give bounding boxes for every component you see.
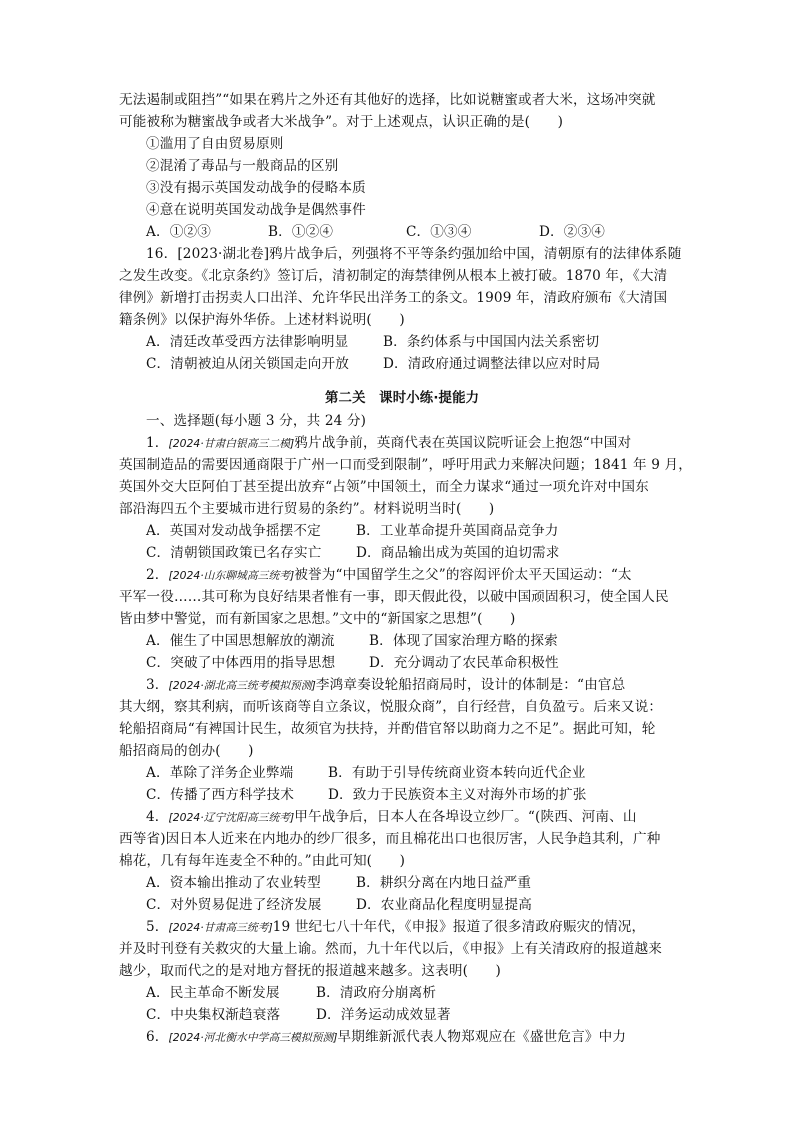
text-line: 律例》新增打击拐卖人口出洋、允许华民出洋务工的条文。1909 年，清政府颁布《大清国	[119, 290, 668, 306]
question-source: [2024·河北衡水中学高三模拟预测]	[168, 1031, 338, 1044]
question-number: 4．	[146, 809, 169, 825]
answer-option-b: B．①②④	[268, 224, 334, 240]
question-number: 16．	[146, 246, 178, 262]
text-line: 皆由梦中警觉，而有新国家之思想。”文中的“新国家之思想”( )	[119, 611, 516, 627]
text-line: 西等省)因日本人近来在内地办的纱厂很多，而且棉花出口也很厉害，人民争趋其利，广种	[119, 831, 661, 847]
text-line: 轮船招商局“有裨国计民生，故须官为扶持，并酌借官帑以助商力之不足”。据此可知，轮	[119, 721, 656, 737]
question-text: 李鸿章奏设轮船招商局时，设计的体制是：“由官总	[315, 677, 626, 693]
answer-option-c: C．清朝被迫从闭关锁国走向开放	[146, 356, 349, 372]
question-6-stem	[146, 1026, 626, 1049]
question-text: 早期维新派代表人物郑观应在《盛世危言》中力	[337, 1029, 627, 1045]
question-text: 鸦片战争前，英商代表在英国议院听证会上抱怨“中国对	[294, 435, 632, 451]
answer-option-d: D．清政府通过调整法律以应对时局	[383, 356, 601, 372]
statement-item: ③没有揭示英国发动战争的侵略本质	[146, 180, 366, 196]
answer-option-a: A．革除了洋务企业弊端	[146, 765, 294, 781]
text-line: 英国制造品的需要因通商限于广州一口而受到限制”，呼吁用武力来解决问题；1841 年 9 月，	[119, 457, 693, 473]
question-3-stem	[146, 674, 625, 697]
answer-option-c: C．传播了西方科学技术	[146, 787, 294, 803]
answer-option-a: A．英国对发动战争摇摆不定	[146, 523, 321, 539]
statement-item: ②混淆了毒品与一般商品的区别	[146, 158, 339, 174]
question-number: 6．	[146, 1029, 169, 1045]
text-line: 之发生改变。《北京条约》签订后，清初制定的海禁律例从根本上被打破。1870 年，《大清	[119, 268, 668, 284]
question-number: 1．	[146, 435, 169, 451]
text-line: 船招商局的创办( )	[119, 743, 254, 759]
answer-option-b: B．清政府分崩离析	[316, 985, 437, 1001]
question-16-stem	[146, 243, 681, 265]
answer-option-c: C．突破了中体西用的指导思想	[146, 655, 336, 671]
answer-option-b: B．有助于引导传统商业资本转向近代企业	[328, 765, 586, 781]
answer-option-c: C．中央集权渐趋衰落	[146, 1007, 281, 1023]
section-subtitle: 一、选择题(每小题 3 分，共 24 分)	[146, 413, 367, 429]
text-line: 籍条例》以保护海外华侨。上述材料说明( )	[119, 312, 405, 328]
answer-option-a: A．清廷改革受西方法律影响明显	[146, 334, 349, 350]
question-4-stem	[146, 806, 637, 829]
answer-option-d: D．洋务运动成效显著	[316, 1007, 451, 1023]
answer-option-b: B．耕织分离在内地日益严重	[356, 875, 532, 891]
question-2-stem	[146, 564, 632, 587]
answer-option-d: D．商品输出成为英国的迫切需求	[356, 545, 560, 561]
question-text: 鸦片战争后，列强将不平等条约强加给中国，清朝原有的法律体系随	[269, 246, 682, 262]
answer-option-c: C．对外贸易促进了经济发展	[146, 897, 322, 913]
answer-option-d: D．致力于民族资本主义对海外市场的扩张	[328, 787, 587, 803]
statement-item: ④意在说明英国发动战争是偶然事件	[146, 202, 366, 218]
question-number: 2．	[146, 567, 169, 583]
answer-option-d: D．充分调动了农民革命积极性	[369, 655, 559, 671]
answer-option-a: A．资本输出推动了农业转型	[146, 875, 321, 891]
question-text: 被誉为“中国留学生之父”的容闳评价太平天国运动：“太	[294, 567, 632, 583]
answer-option-a: A．催生了中国思想解放的潮流	[146, 633, 335, 649]
question-text: 19 世纪七八十年代，《申报》报道了很多清政府赈灾的情况，	[272, 919, 646, 935]
question-number: 5．	[146, 919, 169, 935]
text-line: 越少，取而代之的是对地方督抚的报道越来越多。这表明( )	[119, 963, 501, 979]
answer-option-c: C．①③④	[406, 224, 472, 240]
text-line: 英国外交大臣阿伯丁甚至提出放弃“占领”中国领土，而全力谋求“通过一项允许对中国东	[119, 479, 649, 495]
question-source: [2024·湖北高三统考模拟预测]	[168, 679, 316, 692]
answer-option-a: A．民主革命不断发展	[146, 985, 280, 1001]
question-number: 3．	[146, 677, 169, 693]
answer-option-d: D．②③④	[539, 224, 606, 240]
section-title: 第二关 课时小练·提能力	[325, 391, 480, 406]
text-line: 部沿海四五个主要城市进行贸易的条约”。材料说明当时( )	[119, 501, 495, 517]
question-source: [2024·辽宁沈阳高三统考]	[168, 811, 295, 824]
answer-option-b: B．体现了国家治理方略的探索	[369, 633, 558, 649]
question-text: 甲午战争后，日本人在各埠设立纱厂。“(陕西、河南、山	[294, 809, 637, 825]
statement-item: ①滥用了自由贸易原则	[146, 136, 284, 152]
question-5-stem	[146, 916, 645, 939]
question-source: [2023·湖北卷]	[177, 246, 270, 262]
answer-option-c: C．清朝锁国政策已名存实亡	[146, 545, 322, 561]
question-source: [2024·山东聊城高三统考]	[168, 569, 295, 582]
text-line: 其大纲，察其利病，而听该商等自立条议，悦服众商”，自行经营，自负盈亏。后来又说：	[119, 699, 663, 715]
answer-option-d: D．农业商品化程度明显提高	[356, 897, 532, 913]
answer-option-b: B．条约体系与中国国内法关系密切	[383, 334, 600, 350]
text-line: 并及时刊登有关救灾的大量上谕。然而，九十年代以后，《申报》上有关清政府的报道越来	[119, 941, 662, 957]
text-line: 无法遏制或阻挡”“如果在鸦片之外还有其他好的选择，比如说糖蜜或者大米，这场冲突就	[119, 92, 656, 108]
text-line: 平军一役……其可称为良好结果者惟有一事，即天假此役，以破中国顽固积习，使全国人民	[119, 589, 669, 605]
text-line: 棉花，几有每年连麦全不种的。”由此可知( )	[119, 853, 406, 869]
question-source: [2024·甘肃高三统考]	[168, 921, 273, 934]
question-source: [2024·甘肃白银高三二模]	[168, 437, 295, 450]
question-1-stem	[146, 432, 631, 455]
answer-option-a: A．①②③	[146, 224, 211, 240]
answer-option-b: B．工业革命提升英国商品竞争力	[356, 523, 559, 539]
text-line: 可能被称为糖蜜战争或者大米战争”。对于上述观点，认识正确的是( )	[119, 114, 564, 130]
